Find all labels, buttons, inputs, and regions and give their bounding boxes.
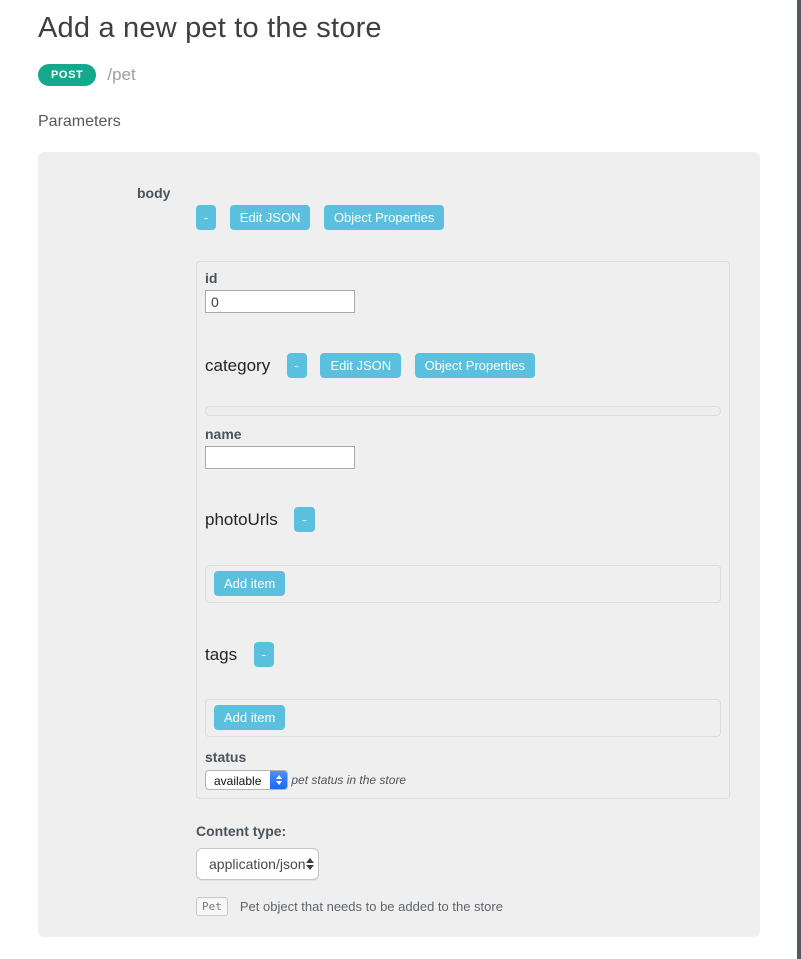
id-field-label: id bbox=[205, 270, 218, 286]
tags-collapse-button[interactable]: - bbox=[254, 642, 274, 667]
content-type-select[interactable] bbox=[196, 848, 319, 880]
select-arrows-icon bbox=[306, 858, 314, 870]
page-title: Add a new pet to the store bbox=[38, 12, 382, 44]
category-object-properties-button[interactable]: Object Properties bbox=[415, 353, 535, 378]
model-name-badge: Pet bbox=[196, 897, 228, 916]
photourls-row bbox=[205, 507, 721, 532]
photourls-collapse-button[interactable]: - bbox=[294, 507, 314, 532]
photourls-items-box bbox=[205, 565, 721, 603]
status-select[interactable] bbox=[205, 770, 288, 790]
endpoint-row bbox=[38, 64, 801, 86]
http-method-badge: POST bbox=[38, 64, 96, 86]
model-description-row bbox=[196, 897, 730, 916]
status-description: pet status in the store bbox=[291, 773, 407, 787]
photourls-field-label: photoUrls bbox=[205, 509, 278, 529]
body-editor-column bbox=[196, 205, 730, 916]
photourls-add-item-button[interactable]: Add item bbox=[214, 571, 285, 596]
category-field-label: category bbox=[205, 355, 271, 375]
tags-items-box bbox=[205, 699, 721, 737]
tags-field-label: tags bbox=[205, 644, 238, 664]
body-object-properties-button[interactable]: Object Properties bbox=[324, 205, 444, 230]
id-input[interactable] bbox=[205, 290, 355, 313]
model-description-text: Pet object that needs to be added to the store bbox=[239, 899, 503, 914]
tags-row bbox=[205, 642, 721, 667]
body-edit-json-button[interactable]: Edit JSON bbox=[230, 205, 311, 230]
category-collapsed-fieldset bbox=[205, 406, 721, 416]
body-editor-toolbar bbox=[196, 205, 730, 230]
category-row bbox=[205, 353, 721, 378]
status-row bbox=[205, 770, 721, 790]
tags-add-item-button[interactable]: Add item bbox=[214, 705, 285, 730]
category-edit-json-button[interactable]: Edit JSON bbox=[320, 353, 401, 378]
body-param-label: body bbox=[137, 185, 171, 201]
parameters-panel bbox=[38, 152, 760, 937]
status-selected-value: available bbox=[214, 774, 262, 788]
name-field-label: name bbox=[205, 426, 242, 442]
select-stepper-icon bbox=[270, 771, 287, 789]
right-panel-divider bbox=[797, 0, 801, 959]
name-input[interactable] bbox=[205, 446, 355, 469]
category-collapse-button[interactable]: - bbox=[287, 353, 307, 378]
body-collapse-button[interactable]: - bbox=[196, 205, 216, 230]
endpoint-path: /pet bbox=[107, 65, 136, 84]
content-type-block bbox=[196, 823, 730, 880]
content-type-label: Content type: bbox=[196, 823, 287, 839]
parameters-heading: Parameters bbox=[38, 113, 121, 130]
content-type-selected-value: application/json bbox=[209, 856, 306, 872]
status-field-label: status bbox=[205, 749, 247, 765]
pet-object-fieldset bbox=[196, 261, 730, 799]
